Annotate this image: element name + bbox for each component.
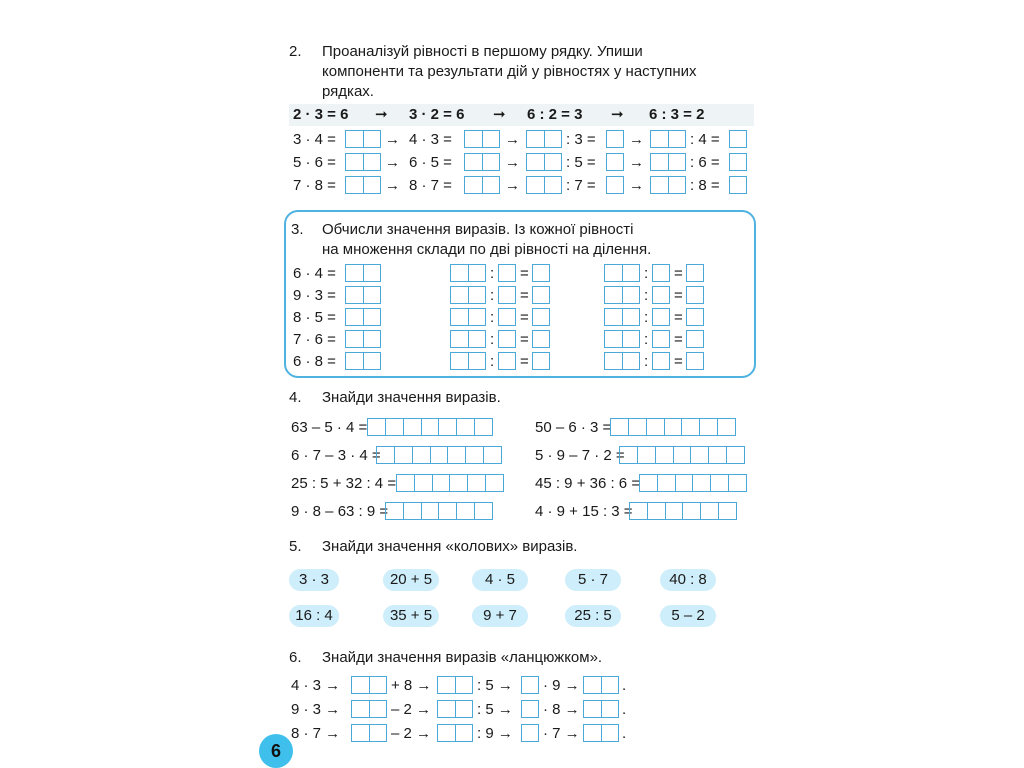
expression-text: 25 : 5 + 32 : 4 = <box>291 475 397 492</box>
answer-box[interactable] <box>345 352 381 370</box>
row-expr: 6 · 4 = <box>293 265 336 282</box>
expression-text: 4 · 9 + 15 : 3 = <box>535 503 633 520</box>
answer-box[interactable] <box>351 676 387 694</box>
answer-box[interactable] <box>686 286 704 304</box>
circle-expression: 5 – 2 <box>660 605 716 627</box>
row-expr: 8 · 7 = <box>409 177 452 194</box>
arrow-icon: ➞ <box>375 106 388 123</box>
answer-cells[interactable] <box>610 418 736 436</box>
answer-box[interactable] <box>521 676 539 694</box>
answer-box[interactable] <box>464 130 500 148</box>
expression-text: 9 · 8 – 63 : 9 = <box>291 503 389 520</box>
answer-box[interactable] <box>532 286 550 304</box>
answer-box[interactable] <box>450 264 486 282</box>
chain-op: – 2 → <box>391 725 432 742</box>
task-2-text-line-1: Проаналізуй рівності в першому рядку. Упиши <box>322 43 643 60</box>
answer-box[interactable] <box>532 308 550 326</box>
expression-text: 50 – 6 · 3 = <box>535 419 612 436</box>
answer-box[interactable] <box>345 176 381 194</box>
circle-expression: 3 · 3 <box>289 569 339 591</box>
answer-box[interactable] <box>604 308 640 326</box>
row-expr: 7 · 6 = <box>293 331 336 348</box>
answer-box[interactable] <box>686 352 704 370</box>
answer-box[interactable] <box>686 308 704 326</box>
answer-box[interactable] <box>652 286 670 304</box>
row-expr: 7 · 8 = <box>293 177 336 194</box>
chain-op: : 9 → <box>477 725 513 742</box>
circle-expression: 35 + 5 <box>383 605 439 627</box>
equals-sign: = <box>520 287 529 304</box>
answer-box[interactable] <box>498 308 516 326</box>
answer-cells[interactable] <box>367 418 493 436</box>
answer-box[interactable] <box>437 724 473 742</box>
answer-box[interactable] <box>498 264 516 282</box>
answer-cells[interactable] <box>619 446 745 464</box>
answer-box[interactable] <box>604 264 640 282</box>
answer-box[interactable] <box>437 700 473 718</box>
answer-box[interactable] <box>606 130 624 148</box>
answer-box[interactable] <box>604 352 640 370</box>
answer-box[interactable] <box>650 176 686 194</box>
answer-box[interactable] <box>450 352 486 370</box>
arrow-icon: → <box>629 154 644 171</box>
answer-box[interactable] <box>652 330 670 348</box>
chain-op: – 2 → <box>391 701 432 718</box>
task-5-number: 5. <box>289 538 302 555</box>
task-2-text-line-2: компоненти та результати дій у рівностях у наступних <box>322 63 697 80</box>
row-expr: 4 · 3 = <box>409 131 452 148</box>
answer-box[interactable] <box>583 676 619 694</box>
row-expr: 9 · 3 = <box>293 287 336 304</box>
answer-box[interactable] <box>521 700 539 718</box>
answer-box[interactable] <box>345 130 381 148</box>
answer-box[interactable] <box>532 330 550 348</box>
task-4-title: Знайди значення виразів. <box>322 389 501 406</box>
expression-text: 45 : 9 + 36 : 6 = <box>535 475 641 492</box>
arrow-icon: → <box>385 154 400 171</box>
chain-dot: . <box>622 725 627 742</box>
answer-box[interactable] <box>604 330 640 348</box>
answer-box[interactable] <box>526 130 562 148</box>
equals-sign: = <box>674 287 683 304</box>
answer-box[interactable] <box>345 308 381 326</box>
answer-cells[interactable] <box>396 474 504 492</box>
answer-box[interactable] <box>652 352 670 370</box>
answer-cells[interactable] <box>376 446 502 464</box>
chain-start: 8 · 7 → <box>291 725 341 742</box>
arrow-icon: → <box>629 177 644 194</box>
answer-box[interactable] <box>526 153 562 171</box>
colon-sign: : <box>490 331 495 348</box>
colon-sign: : <box>644 287 649 304</box>
answer-box[interactable] <box>450 308 486 326</box>
answer-box[interactable] <box>604 286 640 304</box>
colon-sign: : <box>490 287 495 304</box>
expression-text: 5 · 9 – 7 · 2 = <box>535 447 625 464</box>
equals-sign: = <box>520 331 529 348</box>
row-op: : 7 = <box>566 177 596 194</box>
arrow-icon: → <box>629 131 644 148</box>
chain-op: + 8 → <box>391 677 432 694</box>
colon-sign: : <box>644 265 649 282</box>
answer-box[interactable] <box>532 352 550 370</box>
chain-dot: . <box>622 701 627 718</box>
arrow-icon: → <box>385 131 400 148</box>
expression-text: 63 – 5 · 4 = <box>291 419 368 436</box>
chain-op: : 5 → <box>477 701 513 718</box>
row-op: : 4 = <box>690 131 720 148</box>
answer-box[interactable] <box>729 130 747 148</box>
example-eq-3: 6 : 2 = 3 <box>527 106 583 123</box>
answer-box[interactable] <box>521 724 539 742</box>
answer-box[interactable] <box>450 286 486 304</box>
equals-sign: = <box>520 309 529 326</box>
row-expr: 6 · 8 = <box>293 353 336 370</box>
answer-box[interactable] <box>345 264 381 282</box>
row-op: : 8 = <box>690 177 720 194</box>
row-op: : 6 = <box>690 154 720 171</box>
answer-cells[interactable] <box>639 474 747 492</box>
task-6-number: 6. <box>289 649 302 666</box>
answer-box[interactable] <box>686 330 704 348</box>
colon-sign: : <box>644 309 649 326</box>
row-op: : 5 = <box>566 154 596 171</box>
answer-box[interactable] <box>583 700 619 718</box>
task-2-number: 2. <box>289 43 302 60</box>
colon-sign: : <box>644 331 649 348</box>
row-expr: 3 · 4 = <box>293 131 336 148</box>
answer-box[interactable] <box>464 153 500 171</box>
row-expr: 5 · 6 = <box>293 154 336 171</box>
circle-expression: 20 + 5 <box>383 569 439 591</box>
answer-box[interactable] <box>652 308 670 326</box>
example-eq-2: 3 · 2 = 6 <box>409 106 465 123</box>
circle-expression: 16 : 4 <box>289 605 339 627</box>
arrow-icon: → <box>505 131 520 148</box>
task-3-text-line-2: на множення склади по дві рівності на ділення. <box>322 241 652 258</box>
circle-expression: 9 + 7 <box>472 605 528 627</box>
answer-box[interactable] <box>351 700 387 718</box>
colon-sign: : <box>490 309 495 326</box>
answer-box[interactable] <box>450 330 486 348</box>
equals-sign: = <box>674 353 683 370</box>
equals-sign: = <box>520 265 529 282</box>
answer-cells[interactable] <box>385 502 493 520</box>
answer-cells[interactable] <box>629 502 737 520</box>
answer-box[interactable] <box>351 724 387 742</box>
answer-box[interactable] <box>650 153 686 171</box>
chain-start: 9 · 3 → <box>291 701 341 718</box>
answer-box[interactable] <box>498 330 516 348</box>
circle-expression: 5 · 7 <box>565 569 621 591</box>
row-op: : 3 = <box>566 131 596 148</box>
chain-op: · 8 → <box>543 701 580 718</box>
arrow-icon: ➞ <box>493 106 506 123</box>
answer-box[interactable] <box>606 153 624 171</box>
answer-box[interactable] <box>345 330 381 348</box>
answer-box[interactable] <box>464 176 500 194</box>
chain-op: · 7 → <box>543 725 580 742</box>
answer-box[interactable] <box>652 264 670 282</box>
answer-box[interactable] <box>583 724 619 742</box>
answer-box[interactable] <box>498 286 516 304</box>
task-3-text-line-1: Обчисли значення виразів. Із кожної рівності <box>322 221 634 238</box>
example-eq-4: 6 : 3 = 2 <box>649 106 705 123</box>
colon-sign: : <box>644 353 649 370</box>
row-expr: 6 · 5 = <box>409 154 452 171</box>
task-4-number: 4. <box>289 389 302 406</box>
equals-sign: = <box>674 309 683 326</box>
page-number: 6 <box>259 734 293 768</box>
answer-box[interactable] <box>729 153 747 171</box>
arrow-icon: ➞ <box>611 106 624 123</box>
answer-box[interactable] <box>437 676 473 694</box>
equals-sign: = <box>520 353 529 370</box>
row-expr: 8 · 5 = <box>293 309 336 326</box>
circle-expression: 4 · 5 <box>472 569 528 591</box>
chain-start: 4 · 3 → <box>291 677 341 694</box>
colon-sign: : <box>490 265 495 282</box>
answer-box[interactable] <box>526 176 562 194</box>
example-eq-1: 2 · 3 = 6 <box>293 106 349 123</box>
arrow-icon: → <box>505 154 520 171</box>
answer-box[interactable] <box>686 264 704 282</box>
equals-sign: = <box>674 331 683 348</box>
task-2-text-line-3: рядках. <box>322 83 374 100</box>
answer-box[interactable] <box>498 352 516 370</box>
expression-text: 6 · 7 – 3 · 4 = <box>291 447 381 464</box>
answer-box[interactable] <box>345 153 381 171</box>
equals-sign: = <box>674 265 683 282</box>
answer-box[interactable] <box>532 264 550 282</box>
answer-box[interactable] <box>650 130 686 148</box>
circle-expression: 40 : 8 <box>660 569 716 591</box>
task-5-title: Знайди значення «колових» виразів. <box>322 538 578 555</box>
chain-dot: . <box>622 677 627 694</box>
chain-op: : 5 → <box>477 677 513 694</box>
task-3-number: 3. <box>291 221 304 238</box>
answer-box[interactable] <box>606 176 624 194</box>
answer-box[interactable] <box>729 176 747 194</box>
arrow-icon: → <box>505 177 520 194</box>
task-6-title: Знайди значення виразів «ланцюжком». <box>322 649 603 666</box>
arrow-icon: → <box>385 177 400 194</box>
chain-op: · 9 → <box>543 677 580 694</box>
colon-sign: : <box>490 353 495 370</box>
circle-expression: 25 : 5 <box>565 605 621 627</box>
answer-box[interactable] <box>345 286 381 304</box>
